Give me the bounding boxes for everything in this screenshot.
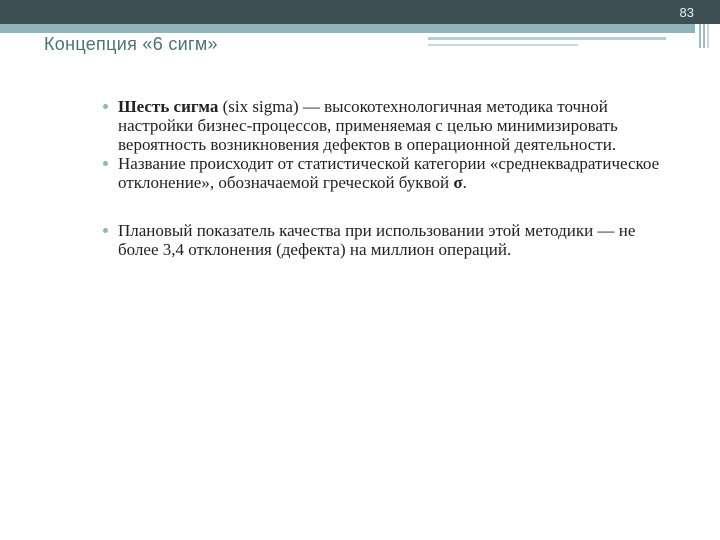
item-end: . bbox=[462, 173, 467, 192]
decorative-bar bbox=[707, 24, 709, 48]
decorative-line bbox=[428, 44, 578, 46]
accent-strip bbox=[0, 24, 695, 33]
page-number: 83 bbox=[679, 5, 694, 20]
term: Шесть сигма bbox=[118, 97, 219, 116]
bullet-icon bbox=[103, 161, 108, 166]
item-text: Плановый показатель качества при использовании этой методики — не более 3,4 отклонения (дефекта) на миллион операций. bbox=[118, 221, 636, 259]
decorative-bar bbox=[699, 24, 701, 48]
item-text: Название происходит от статистической категории «среднеквадратическое отклонение», обозначаемой греческой буквой bbox=[118, 154, 660, 192]
decorative-bar bbox=[703, 24, 705, 48]
bullet-item bbox=[103, 221, 663, 259]
slide-content bbox=[103, 97, 663, 259]
header-band bbox=[0, 0, 720, 24]
item-text: (six sigma) — высокотехнологичная методика точной настройки бизнес-процессов, применяемая с целью минимизировать вероятность возникновения дефектов в операционной деятельности. bbox=[118, 97, 618, 154]
bullet-icon bbox=[103, 228, 108, 233]
spacer bbox=[103, 192, 663, 221]
sigma-symbol: σ bbox=[453, 173, 463, 192]
bullet-group bbox=[103, 97, 663, 192]
bullet-item bbox=[103, 154, 663, 192]
bullet-icon bbox=[103, 104, 108, 109]
bullet-group bbox=[103, 221, 663, 259]
decorative-line bbox=[428, 37, 666, 40]
bullet-item bbox=[103, 97, 663, 154]
slide-title: Концепция «6 сигм» bbox=[44, 34, 218, 54]
